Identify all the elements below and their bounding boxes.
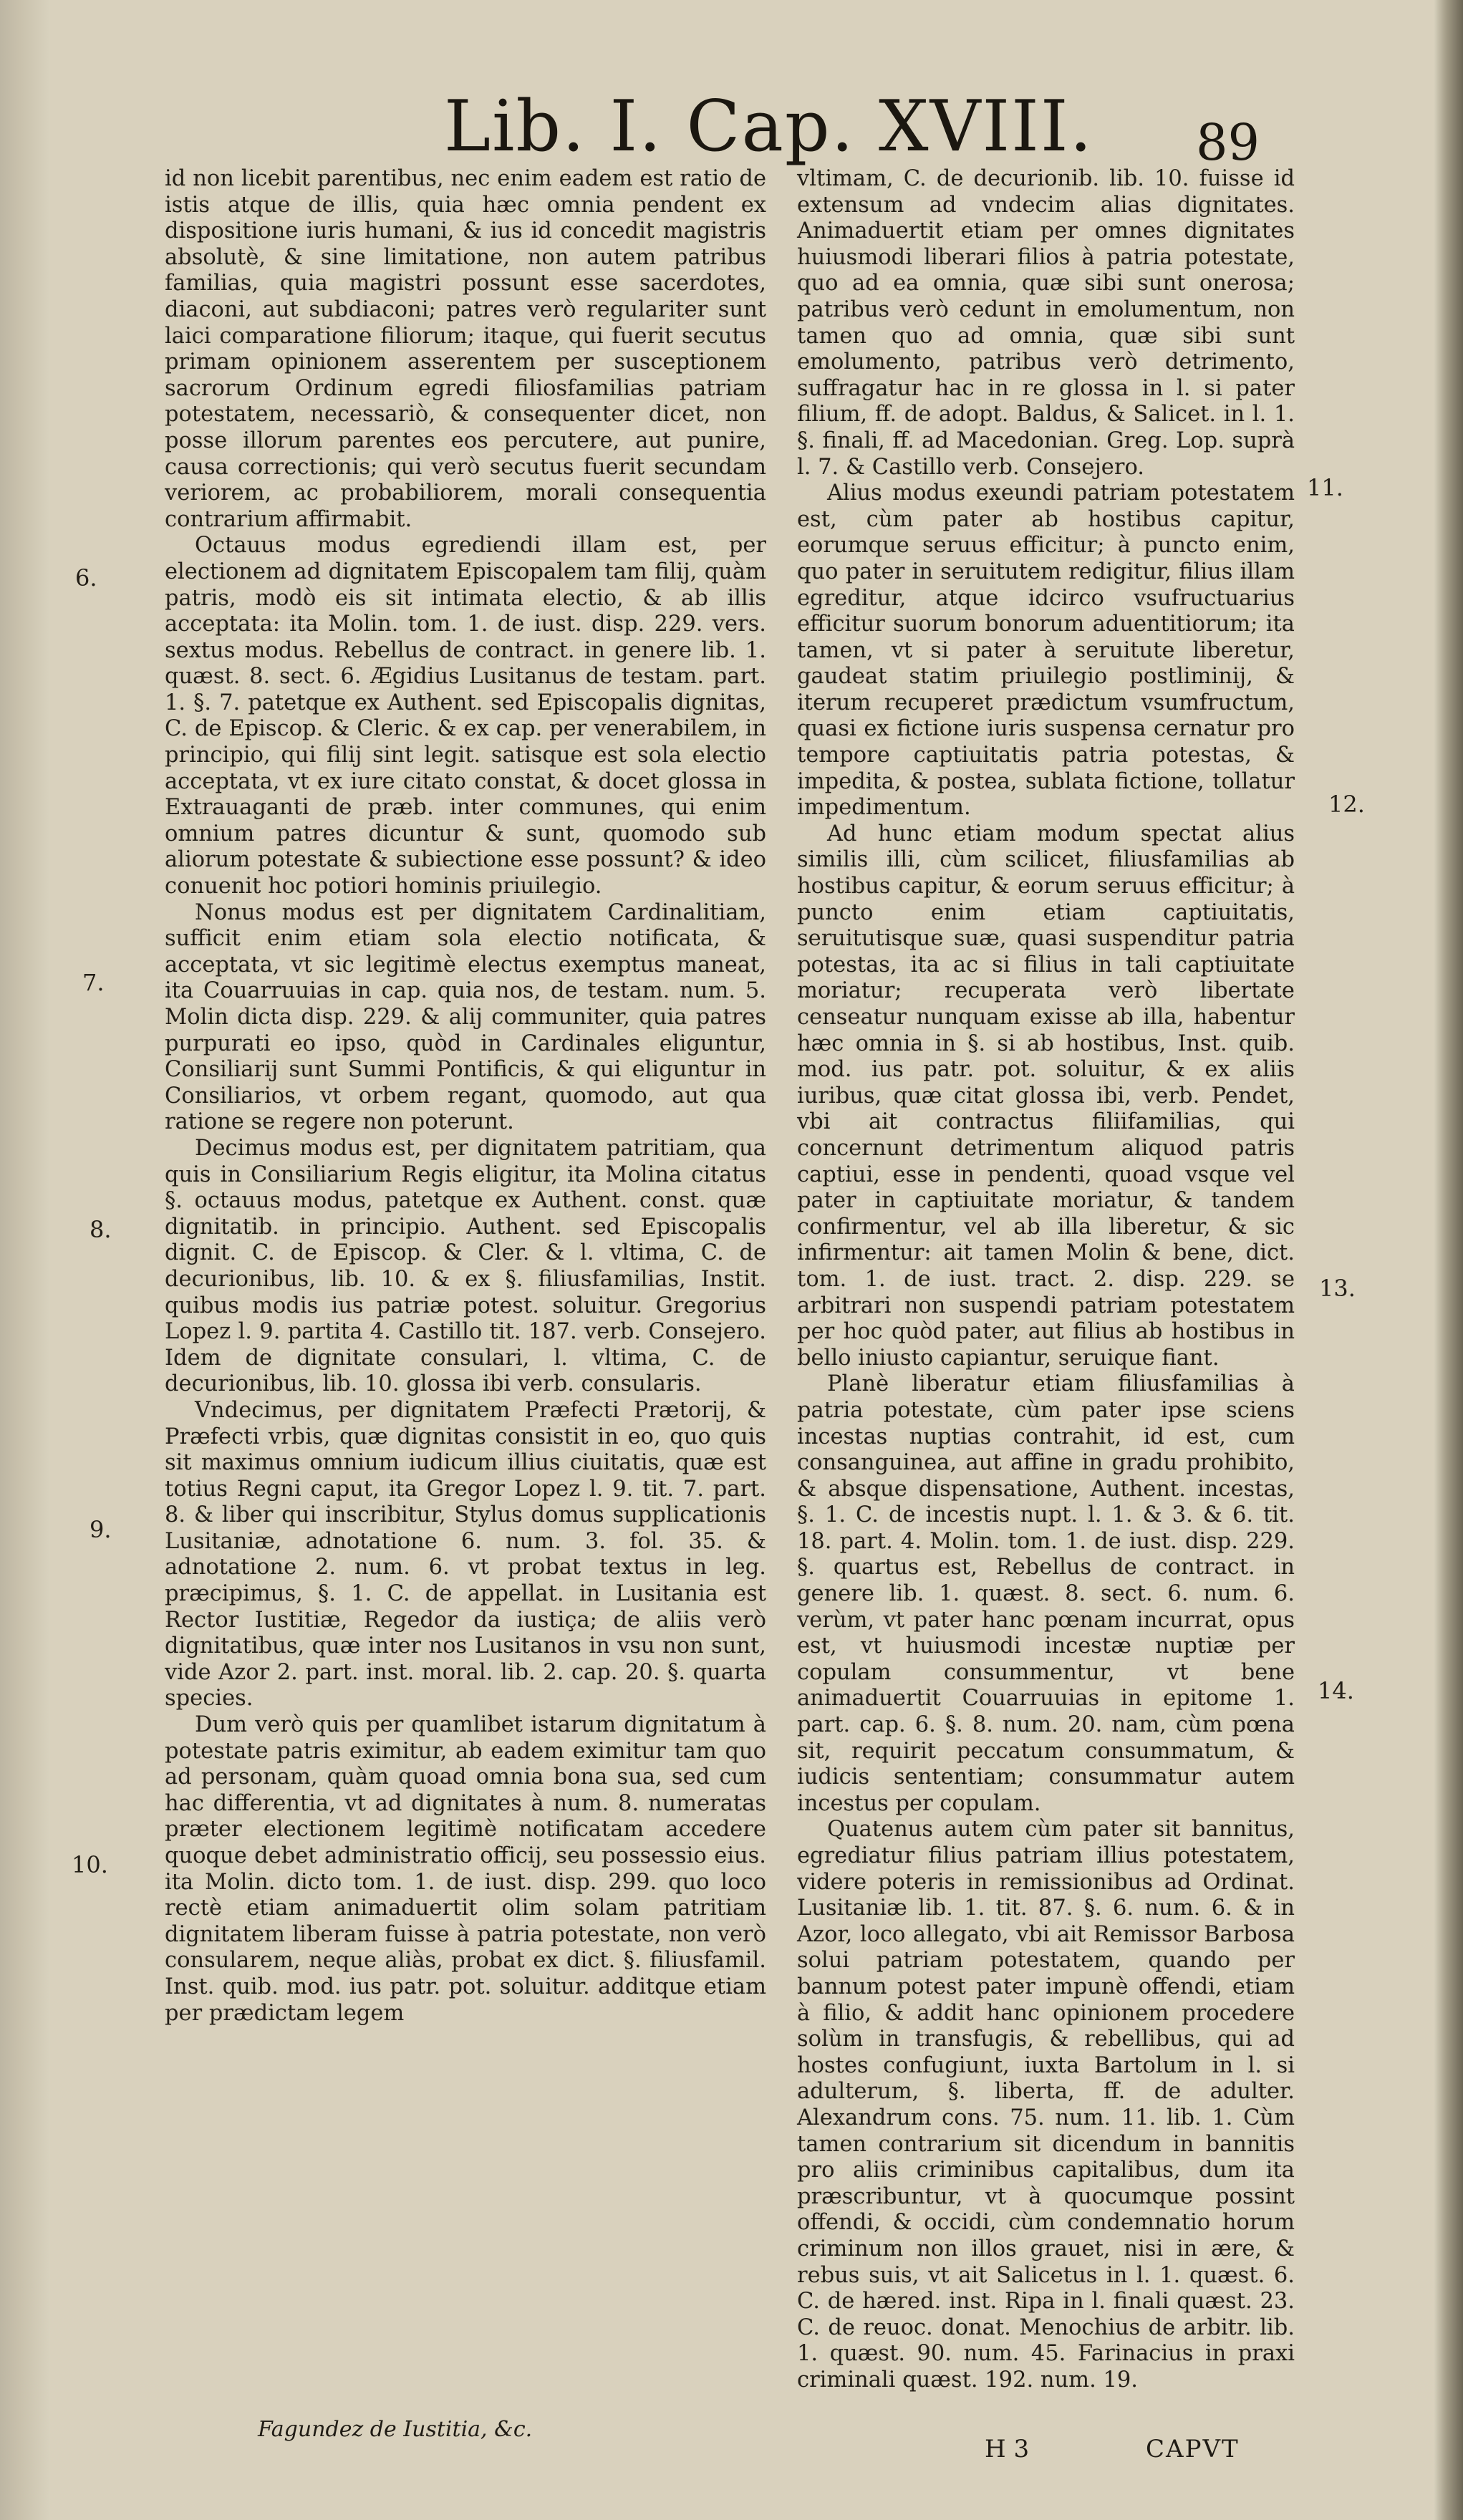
catchword-left: Fagundez de Iustitia, &c. [258, 2417, 533, 2442]
book-page [50, 0, 1436, 2520]
margin-number: 11. [1307, 474, 1343, 501]
margin-number: 13. [1319, 1275, 1356, 1302]
paragraph: Quatenus autem cùm pater sit bannitus, egrediatur filius patriam illius potestatem, videre poteris in remissionibus ad Ordinat. Lusitaniæ lib. 1. tit. 87. §. 6. num. 6. & in Azor, loco allegato, vbi ait Remissor Barbosa solui patriam potestatem, quando per bannum potest pater impunè offendi, etiam à filio, & addit hanc opinionem procedere solùm in transfugis, & rebellibus, qui ad hostes confugiunt, iuxta Bartolum in l. si adulterum, §. liberta, ff. de adulter. Alexandrum cons. 75. num. 11. lib. 1. Cùm tamen contrarium sit dicendum in bannitis pro aliis criminibus capitalibus, dum ita præscribuntur, vt à quocumque possint offendi, & occidi, cùm condemnatio horum criminum non illos grauet, nisi in ære, & rebus suis, vt ait Salicetus in l. 1. quæst. 6. C. de hæred. inst. Ripa in l. finali quæst. 23. C. de reuoc. donat. Menochius de arbitr. lib. 1. quæst. 90. num. 45. Farinacius in praxi criminali quæst. 192. num. 19. [797, 1817, 1295, 2393]
page-edge [1434, 0, 1463, 2520]
page-header [50, 86, 1436, 172]
paragraph: Vndecimus, per dignitatem Præfecti Prætorij, & Præfecti vrbis, quæ dignitas consistit in eo, quo quis sit maximus omnium iudicum illius ciuitatis, quæ est totius Regni caput, ita Gregor Lopez l. 9. tit. 7. part. 8. & liber qui inscribitur, Stylus domus supplicationis Lusitaniæ, adnotatione 6. num. 3. fol. 35. & adnotatione 2. num. 6. vt probat textus in leg. præcipimus, §. 1. C. de appellat. in Lusitania est Rector Iustitiæ, Regedor da iustiça; de aliis verò dignitatibus, quæ inter nos Lusitanos in vsu non sunt, vide Azor 2. part. inst. moral. lib. 2. cap. 20. §. quarta species. [165, 1397, 766, 1712]
right-text-column [797, 166, 1295, 2393]
margin-number: 7. [82, 969, 105, 996]
margin-number: 14. [1318, 1677, 1354, 1704]
margin-number: 9. [90, 1516, 112, 1543]
book-binding-gutter [0, 0, 50, 2520]
paragraph: Alius modus exeundi patriam potestatem est, cùm pater ab hostibus capitur, eorumque seruus efficitur; à puncto enim, quo pater in seruitutem redigitur, filius illam egreditur, atque idcirco vsufructuarius efficitur suorum bonorum aduentitiorum; ita tamen, vt si pater à seruitute liberetur, gaudeat statim priuilegio postliminij, & iterum recuperet prædictum vsumfructum, quasi ex fictione iuris suspensa cernatur pro tempore captiuitatis patria potestas, & impedita, & postea, sublata fictione, tollatur impedimentum. [797, 481, 1295, 821]
left-text-column [165, 166, 766, 2027]
catchword-right: CAPVT [1146, 2435, 1240, 2463]
paragraph: Planè liberatur etiam filiusfamilias à patria potestate, cùm pater ipse sciens incestas nuptias contrahit, id est, cum consanguinea, aut affine in gradu prohibito, & absque dispensatione, Authent. incestas, §. 1. C. de incestis nupt. l. 1. & 3. & 6. tit. 18. part. 4. Molin. tom. 1. de iust. disp. 229. §. quartus est, Rebellus de contract. in genere lib. 1. quæst. 8. sect. 6. num. 6. verùm, vt pater hanc pœnam incurrat, opus est, vt huiusmodi incestæ nuptiæ per copulam consummentur, vt bene animaduertit Couarruuias in epitome 1. part. cap. 6. §. 8. num. 20. nam, cùm pœna sit, requirit peccatum consummatum, & iudicis sententiam; consummatur autem incestus per copulam. [797, 1371, 1295, 1816]
margin-number: 12. [1328, 791, 1365, 818]
paragraph: vltimam, C. de decurionib. lib. 10. fuisse id extensum ad vndecim alias dignitates. Animaduertit etiam per omnes dignitates huiusmodi liberari filios à patria potestate, quo ad ea omnia, quæ sibi sunt onerosa; patribus verò cedunt in emolumentum, non tamen quo ad omnia, quæ sibi sunt emolumento, patribus verò detrimento, suffragatur hac in re glossa in l. si pater filium, ff. de adopt. Baldus, & Salicet. in l. 1. §. finali, ff. ad Macedonian. Greg. Lop. suprà l. 7. & Castillo verb. Consejero. [797, 166, 1295, 480]
margin-number: 8. [90, 1216, 112, 1243]
paragraph: Ad hunc etiam modum spectat alius similis illi, cùm scilicet, filiusfamilias ab hostibus capitur, & eorum seruus efficitur; à puncto enim etiam captiuitatis, seruitutisque suæ, quasi suspenditur patria potestas, ita ac si filius in tali captiuitate moriatur; recuperata verò libertate censeatur nunquam exisse ab illa, habentur hæc omnia in §. si ab hostibus, Inst. quib. mod. ius patr. pot. soluitur, & ex aliis iuribus, quæ citat glossa ibi, verb. Pendet, vbi ait contractus filiifamilias, qui concernunt detrimentum aliquod patris captiui, esse in pendenti, quoad vsque vel pater in captiuitate moriatur, & tandem confirmentur, vel ab illa liberetur, & sic infirmentur: ait tamen Molin & bene, dict. tom. 1. de iust. tract. 2. disp. 229. se arbitrari non suspendi patriam potestatem per hoc quòd pater, aut filius ab hostibus in bello iniusto capiantur, seruique fiant. [797, 821, 1295, 1371]
paragraph: Nonus modus est per dignitatem Cardinalitiam, sufficit enim etiam sola electio notificata, & acceptata, vt sic legitimè electus exemptus maneat, ita Couarruuias in cap. quia nos, de testam. num. 5. Molin dicta disp. 229. & alij communiter, quia patres purpurati eo ipso, quòd in Cardinales eliguntur, Consiliarij sunt Summi Pontificis, & qui eliguntur in Consiliarios, vt orbem regant, quomodo, aut qua ratione se regere non poterunt. [165, 899, 766, 1135]
margin-number: 6. [75, 564, 97, 592]
margin-number: 10. [72, 1851, 108, 1878]
running-head: Lib. I. Cap. XVIII. [444, 86, 1093, 168]
paragraph: Dum verò quis per quamlibet istarum dignitatum à potestate patris eximitur, ab eadem eximitur tam quo ad personam, quàm quoad omnia bona sua, sed cum hac differentia, vt ad dignitates à num. 8. numeratas præter electionem legitimè notificatam accedere quoque debet administratio officij, seu possessio eius. ita Molin. dicto tom. 1. de iust. disp. 299. quo loco rectè etiam animaduertit olim solam patritiam dignitatem liberam fuisse à patria potestate, non verò consularem, neque aliàs, probat ex dict. §. filiusfamil. Inst. quib. mod. ius patr. pot. soluitur. additque etiam per prædictam legem [165, 1712, 766, 2026]
paragraph: Decimus modus est, per dignitatem patritiam, qua quis in Consiliarium Regis eligitur, ita Molina citatus §. octauus modus, patetque ex Authent. const. quæ dignitatib. in principio. Authent. sed Episcopalis dignit. C. de Episcop. & Cler. & l. vltima, C. de decurionibus, lib. 10. & ex §. filiusfamilias, Instit. quibus modis ius patriæ potest. soluitur. Gregorius Lopez l. 9. partita 4. Castillo tit. 187. verb. Consejero. Idem de dignitate consulari, l. vltima, C. de decurionibus, lib. 10. glossa ibi verb. consularis. [165, 1135, 766, 1397]
paragraph: id non licebit parentibus, nec enim eadem est ratio de istis atque de illis, quia hæc omnia pendent ex dispositione iuris humani, & ius id concedit magistris absolutè, & sine limitatione, non autem patribus familias, quia magistri possunt esse sacerdotes, diaconi, aut subdiaconi; patres verò regulariter sunt laici comparatione filiorum; itaque, qui fuerit secutus primam opinionem asserentem per susceptionem sacrorum Ordinum egredi filiosfamilias patriam potestatem, necessariò, & consequenter dicet, non posse illorum parentes eos percutere, aut punire, causa correctionis; qui verò secutus fuerit secundam veriorem, ac probabiliorem, morali consequentia contrarium affirmabit. [165, 166, 766, 532]
page-number: 89 [1196, 113, 1260, 172]
paragraph: Octauus modus egrediendi illam est, per electionem ad dignitatem Episcopalem tam filij, quàm patris, modò eis sit intimata electio, & ab illis acceptata: ita Molin. tom. 1. de iust. disp. 229. vers. sextus modus. Rebellus de contract. in genere lib. 1. quæst. 8. sect. 6. Ægidius Lusitanus de testam. part. 1. §. 7. patetque ex Authent. sed Episcopalis dignitas, C. de Episcop. & Cleric. & ex cap. per venerabilem, in principio, qui filij sint legit. satisque est sola electio acceptata, vt ex iure citato constat, & docet glossa in Extrauaganti de præb. inter communes, qui enim omnium patres dicuntur & sunt, quomodo sub aliorum potestate & subiectione esse possunt? & ideo conuenit hoc potiori hominis priuilegio. [165, 533, 766, 899]
signature-mark: H 3 [985, 2435, 1030, 2463]
